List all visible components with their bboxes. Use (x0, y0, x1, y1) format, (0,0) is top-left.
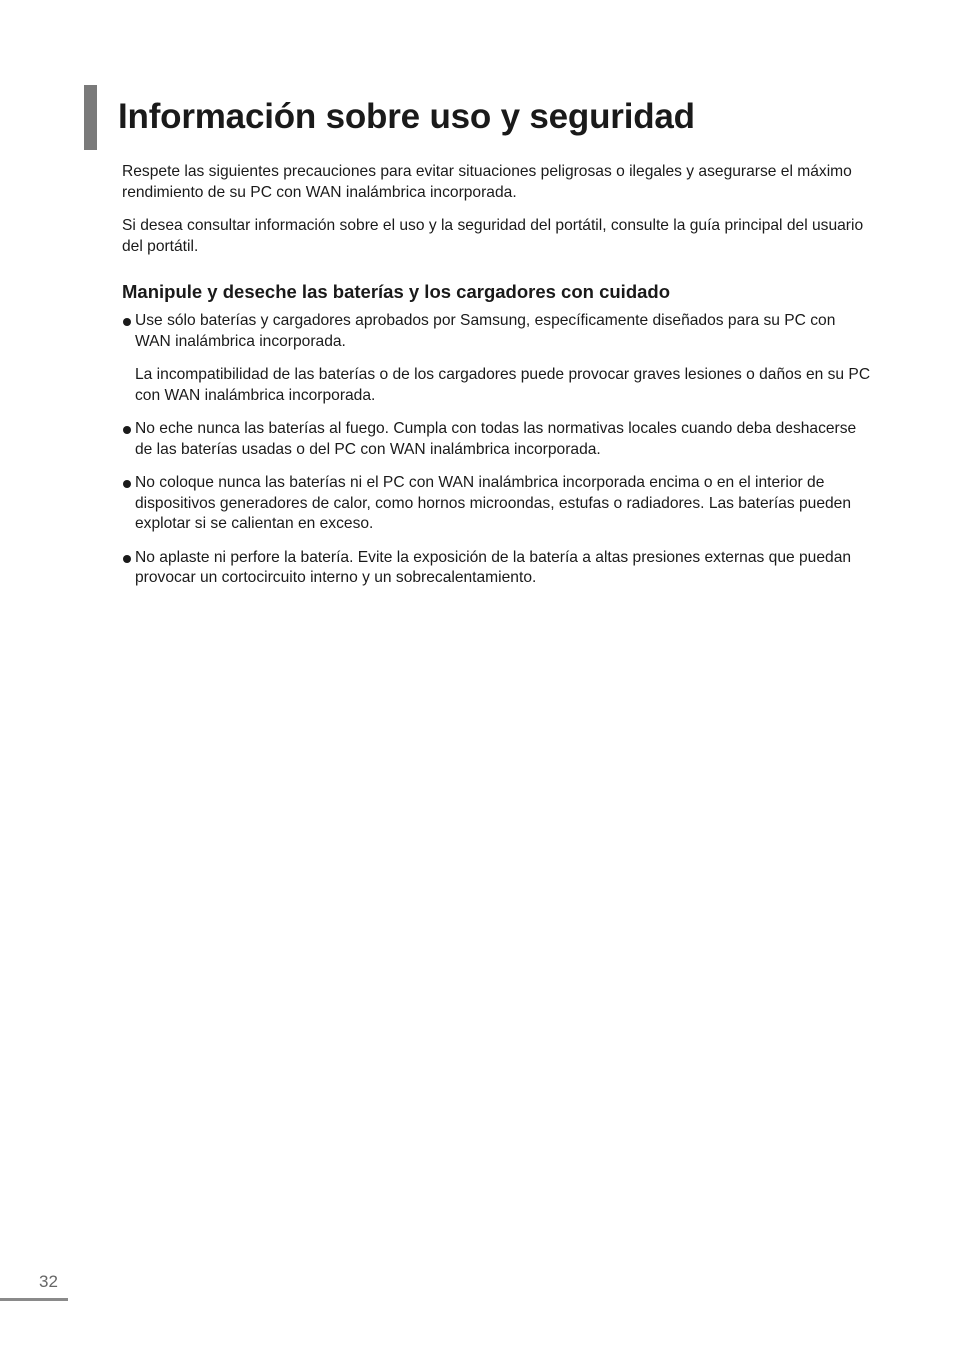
bullet-text: No coloque nunca las baterías ni el PC con WAN inalámbrica incorporada encima o en el interior de dispositivos generadores de calor, como hornos microondas, estufas o radiadores. Las baterías pueden explotar si se calientan en exceso. (135, 474, 852, 532)
bullet-text: No aplaste ni perfore la batería. Evite la exposición de la batería a altas presiones externas que puedan provocar un cortocircuito interno y un sobrecalentamiento. (135, 548, 852, 586)
title-accent-bar (84, 85, 97, 150)
footer-rule (0, 1298, 68, 1301)
intro-paragraph-2: Si desea consultar información sobre el uso y la seguridad del portátil, consulte la guía principal del usuario del portátil. (122, 217, 864, 255)
bullet-icon (123, 480, 131, 488)
bullet-icon (123, 318, 131, 326)
page-number: 32 (39, 1272, 58, 1291)
bullet-text: Use sólo baterías y cargadores aprobados por Samsung, específicamente diseñados para su PC con WAN inalámbrica incorporada. (135, 312, 836, 350)
list-item (122, 311, 874, 406)
list-item (122, 473, 874, 535)
list-item (122, 548, 874, 589)
intro-paragraph-1: Respete las siguientes precauciones para evitar situaciones peligrosas o ilegales y asegurarse el máximo rendimiento de su PC con WAN inalámbrica incorporada. (122, 163, 852, 201)
bullet-icon (123, 426, 131, 434)
bullet-icon (123, 555, 131, 563)
section-heading: Manipule y deseche las baterías y los cargadores con cuidado (122, 281, 671, 302)
list-item (122, 419, 874, 460)
bullet-subparagraph: La incompatibilidad de las baterías o de los cargadores puede provocar graves lesiones o daños en su PC con WAN inalámbrica incorporada. (135, 366, 871, 404)
bullet-text: No eche nunca las baterías al fuego. Cumpla con todas las normativas locales cuando deba deshacerse de las baterías usadas o del PC con WAN inalámbrica incorporada. (135, 420, 857, 458)
page-content (122, 162, 874, 602)
bullet-list (122, 311, 874, 589)
page-title: Información sobre uso y seguridad (118, 97, 695, 136)
